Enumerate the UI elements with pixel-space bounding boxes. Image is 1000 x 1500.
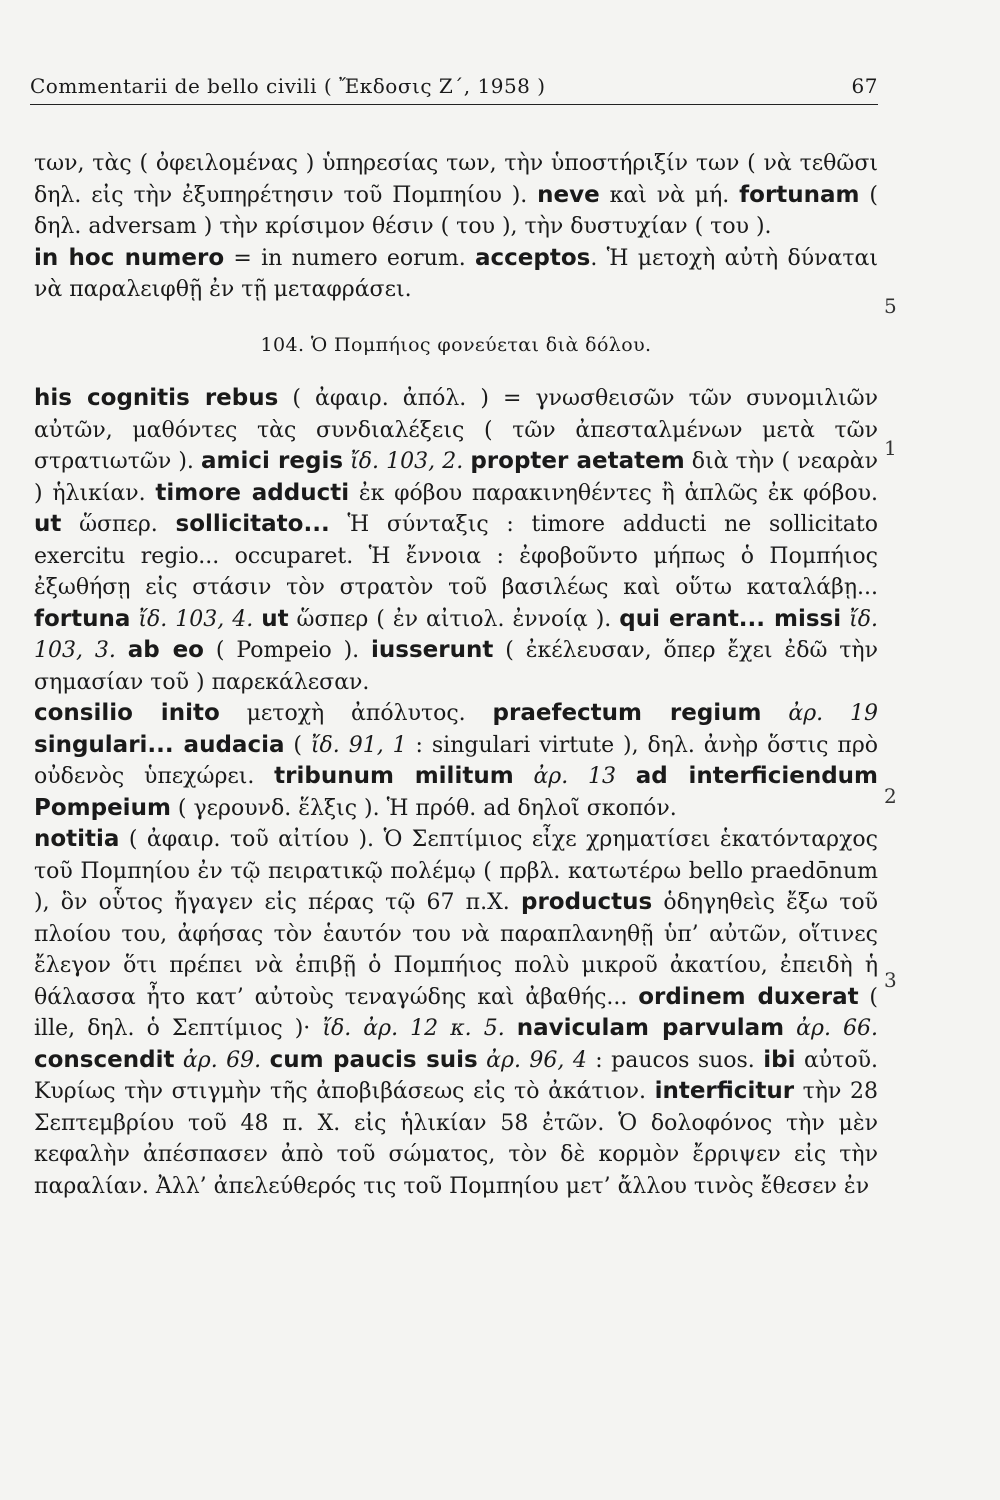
reference: ἴδ. ἀρ. 12 κ. 5. — [322, 1016, 505, 1041]
commentary-body — [34, 148, 878, 1202]
reference: ἴδ. 91, 1 — [310, 732, 407, 758]
text-run: ( Pompeio ). — [204, 638, 372, 663]
lemma: conscendit — [34, 1046, 175, 1073]
lemma: ibi — [763, 1046, 796, 1073]
text-run: ( δηλ. adversam ) τὴν κρίσιμον θέσιν ( του ), τὴν δυστυχίαν ( του ). — [34, 182, 878, 239]
reference: ἀρ. 96, 4 — [486, 1047, 587, 1073]
commentary-paragraph — [34, 383, 878, 824]
reference: ἀρ. 19 — [788, 701, 878, 726]
reference: ἴδ. 103, 3. — [34, 606, 878, 663]
lemma: iusserunt — [371, 637, 494, 663]
text-run: μετοχὴ ἀπόλυτος. — [219, 701, 493, 726]
reference: ἀρ. 66. — [796, 1016, 879, 1041]
lemma: ut — [261, 605, 289, 632]
text-run — [478, 1048, 486, 1073]
text-run: τὴν 28 Σεπτεμβρίου τοῦ 48 π. Χ. εἰς ἡλικίαν 58 ἐτῶν. Ὁ δολοφόνος τὴν μὲν κεφαλὴν ἀπέσπασεν ἀπὸ τοῦ σώματος, τὸν δὲ κορμὸν ἔρριψεν εἰς τὴν παραλίαν. Ἀλλ’ ἀπελεύθερός τις τοῦ Πομπηίου μετ’ ἄλλου τινὸς ἔθεσεν ἐν — [34, 1079, 878, 1199]
text-run: ὥσπερ ( ἐν αἰτιολ. ἐννοίᾳ ). — [288, 606, 620, 632]
text-run: . Ἡ μετοχὴ αὐτὴ δύναται νὰ παραλειφθῇ ἐν τῇ μεταφράσει. — [34, 245, 878, 302]
lemma: ad interficiendum Pompeium — [34, 763, 879, 821]
commentary-paragraph — [34, 243, 878, 306]
text-run: = in numero eorum. — [224, 245, 475, 271]
text-run: ( γερουνδ. ἕλξις ). Ἡ πρόθ. ad δηλοῖ σκοπόν. — [170, 795, 677, 821]
page-number: 67 — [851, 74, 878, 98]
text-run: ( ἀφαιρ. τοῦ αἰτίου ). Ὁ Σεπτίμιος εἶχε χρηματίσει ἑκατόνταρχος τοῦ Πομπηίου ἐν τῷ πειρατικῷ πολέμῳ ( πρβλ. κατωτέρω bello praedōnum ), ὃν οὗτος ἤγαγεν εἰς πέρας τῷ 67 π.Χ. — [34, 827, 878, 915]
line-number: 5 — [884, 294, 897, 318]
line-number: 3 — [884, 968, 897, 992]
text-run — [174, 1048, 182, 1073]
lemma: naviculam parvulam — [516, 1015, 785, 1041]
text-run — [762, 701, 789, 726]
line-number: 1 — [884, 436, 897, 460]
reference: ἴδ. 103, 4. — [138, 606, 254, 632]
header-rule — [30, 104, 878, 105]
text-run: ( ἀφαιρ. ἀπόλ. ) = γνωσθεισῶν τῶν συνομιλιῶν αὐτῶν, μαθόντες τὰς συνδιαλέξεις ( τῶν ἀπεσταλμένων μετὰ τῶν στρατιωτῶν ). — [34, 386, 878, 474]
text-run: ἐκ φόβου παρακινηθέντες ἢ ἁπλῶς ἐκ φόβου. — [349, 480, 879, 506]
lemma: fortunam — [739, 181, 860, 208]
lemma: ordinem duxerat — [638, 983, 859, 1010]
reference: ἀρ. 13 — [533, 764, 616, 789]
text-run — [514, 764, 534, 789]
text-run: : singulari virtute ), δηλ. ἀνὴρ ὅστις πρὸ οὐδενὸς ὑπεχώρει. — [34, 732, 879, 789]
lemma: cum paucis suis — [269, 1046, 478, 1073]
lemma: consilio inito — [34, 700, 220, 726]
lemma: propter aetatem — [470, 448, 685, 474]
text-run — [505, 1016, 517, 1041]
lemma: in hoc numero — [34, 244, 225, 271]
text-run — [253, 607, 261, 632]
text-run — [116, 638, 128, 663]
running-title: Commentarii de bello civili ( Ἔκδοσις Ζ΄, 1958 ) — [30, 74, 546, 98]
lemma: praefectum regium — [492, 700, 762, 726]
lemma: interficitur — [654, 1078, 795, 1104]
text-run: ὥσπερ. — [61, 512, 176, 537]
reference: ἴδ. 103, 2. — [350, 449, 464, 474]
lemma: tribunum militum — [274, 763, 514, 789]
text-run: καὶ νὰ μή. — [599, 182, 740, 208]
text-run: ( ἐκέλευσαν, ὅπερ ἔχει ἐδῶ τὴν σημασίαν τοῦ ) παρεκάλεσαν. — [34, 638, 878, 695]
line-number: 2 — [884, 784, 897, 808]
reference: ἀρ. 69. — [182, 1047, 262, 1073]
lemma: ab eo — [127, 637, 204, 663]
commentary-paragraph — [34, 824, 878, 1202]
text-run — [616, 764, 636, 789]
text-run: : paucos suos. — [586, 1047, 764, 1073]
text-run: των, τὰς ( ὀφειλομένας ) ὑπηρεσίας των, τὴν ὑποστήριξίν των ( νὰ τεθῶσι δηλ. εἰς τὴν ἐξυπηρέτησιν τοῦ Πομπηίου ). — [34, 151, 878, 208]
section-title: 104. Ὁ Πομπήιος φονεύεται διὰ δόλου. — [260, 333, 652, 356]
lemma: sollicitato... — [175, 511, 330, 537]
lemma: neve — [537, 181, 600, 208]
text-run — [784, 1016, 796, 1041]
lemma: amici regis — [201, 448, 344, 474]
lemma: acceptos — [474, 244, 591, 271]
text-run: Ἡ σύνταξις : timore adducti ne sollicitato exercitu regio... occuparet. Ἡ ἔννοια : ἐφοβοῦντο μήπως ὁ Πομπήιος ἐξωθήσῃ εἰς στάσιν τὸν στρατὸν τοῦ βασιλέως καὶ οὕτω καταλάβῃ... — [34, 512, 878, 600]
lemma: qui erant... missi — [619, 605, 842, 632]
lemma: ut — [34, 511, 62, 537]
lemma: his cognitis rebus — [34, 385, 279, 411]
lemma: timore adducti — [155, 479, 350, 506]
text-run: διὰ τὴν ( νεαρὰν ) ἡλικίαν. — [34, 449, 878, 506]
lemma: singulari... audacia — [34, 731, 285, 758]
text-run: ὁδηγηθεὶς ἔξω τοῦ πλοίου του, ἀφήσας τὸν ἑαυτόν του νὰ παραπλανηθῇ ὑπ’ αὐτῶν, οἵτινες ἔλεγον ὅτι πρέπει νὰ ἐπιβῇ ὁ Πομπήιος πολὺ μικροῦ ἀκατίου, ἐπειδὴ ἡ θάλασσα ἦτο κατ’ αὐτοὺς τεναγώδης καὶ ἀβαθής... — [34, 890, 878, 1010]
text-run: ( — [284, 732, 311, 758]
lemma: notitia — [34, 826, 120, 852]
commentary-paragraph — [34, 148, 878, 243]
text-run — [841, 607, 849, 632]
text-run: ( ille, δηλ. ὁ Σεπτίμιος )· — [34, 984, 878, 1041]
lemma: fortuna — [34, 605, 131, 632]
text-run — [261, 1048, 269, 1073]
running-header — [30, 74, 878, 98]
lemma: productus — [521, 889, 653, 915]
text-run: αὐτοῦ. Κυρίως τὴν στιγμὴν τῆς ἀποβιβάσεως εἰς τὸ ἀκάτιον. — [34, 1047, 878, 1104]
